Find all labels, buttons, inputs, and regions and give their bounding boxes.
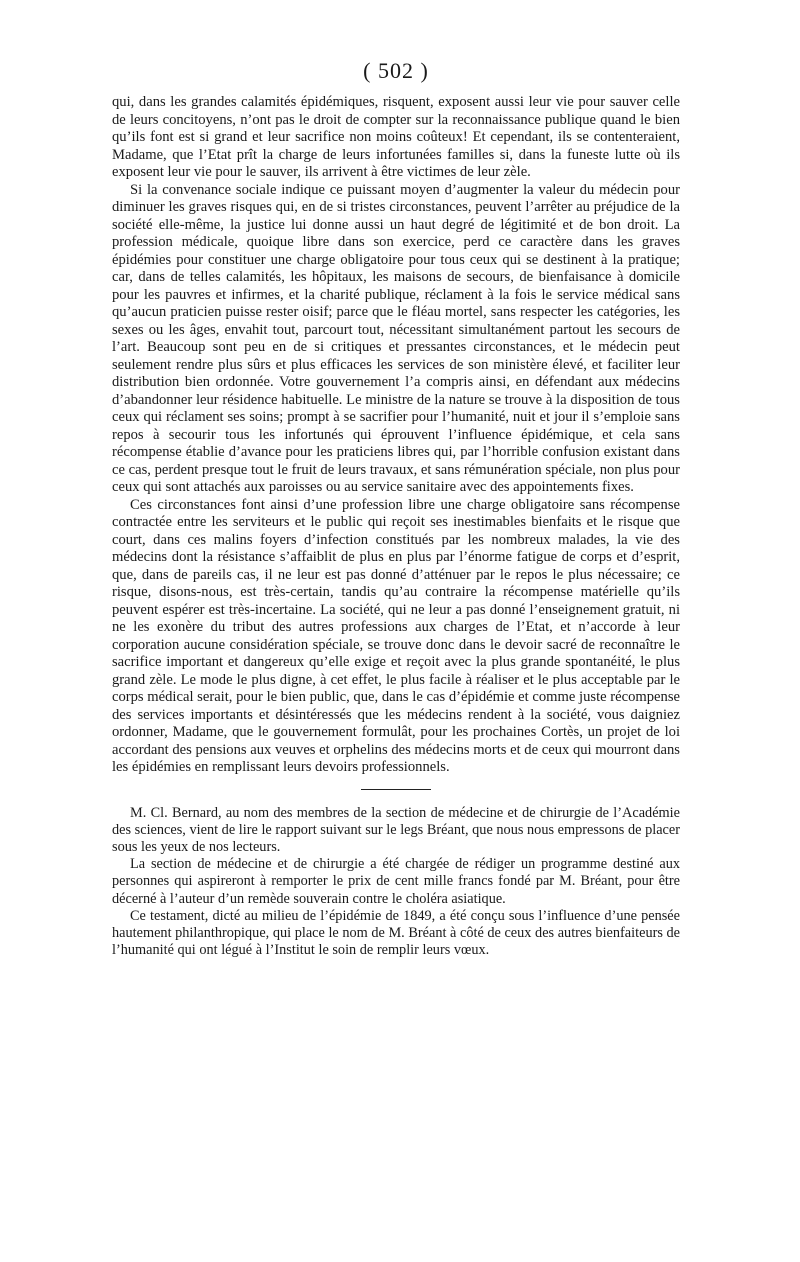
body-paragraph-3: Ces circonstances font ainsi d’une profession libre une charge obligatoire sans récompense contractée entre les serviteurs et le public qui reçoit ses inestimables bienfaits et le risque que court, dans ces malins foyers d’infection constitués par les nombreux malades, la vie des médecins dont la résistance s’affaiblit de plus en plus par l’énorme fatigue de corps et d’esprit, que, dans de pareils cas, il ne leur est pas donné d’atténuer par le repos le plus nécessaire; ce risque, disons-nous, est très-certain, tandis qu’au contraire la récompense matérielle qu’ils peuvent espérer est très-incertaine. La société, qui ne leur a pas donné l’enseignement gratuit, ni ne les exonère du tribut des autres professions aux charges de l’Etat, et n’accorde à leur corporation aucune considération spéciale, se trouve donc dans le devoir sacré de reconnaître le sacrifice important et dangereux qu’elle exige et reçoit avec la plus grande spontanéité, le plus grand zèle. Le mode le plus digne, à cet effet, le plus facile à réaliser et le plus acceptable par le corps médical serait, pour le bien public, que, dans le cas d’épidémie et comme juste récompense des services importants et désintéressés que les médecins rendent à la société, vous daigniez ordonner, Madame, que le gouvernement formulât, pour les prochaines Cortès, un projet de loi accordant des pensions aux veuves et orphelins des médecins morts et de ceux qui mourront dans les épidémies en remplissant leurs devoirs professionnels. — [112, 496, 680, 775]
body-paragraph-2: Si la convenance sociale indique ce puissant moyen d’augmenter la valeur du médecin pour diminuer les graves risques qui, en de si tristes circonstances, peuvent l’arrêter au préjudice de la société elle-même, la justice lui donne aussi un haut degré de légitimité et de bon droit. La profession médicale, quoique libre dans son exercice, perd ce caractère dans les graves épidémies pour constituer une charge obligatoire pour tous ceux qui se destinent à la pratique; car, dans de telles calamités, les hôpitaux, les maisons de secours, de bienfaisance à domicile pour les pauvres et infirmes, et la charité publique, réclament à la fois le service médical sans qu’aucun praticien puisse rester oisif; parce que le fléau mortel, sans respecter les catégories, les sexes ou les âges, envahit tout, parcourt tout, nécessitant simultanément partout les secours de l’art. Beaucoup sont peu en de si critiques et pressantes circonstances, et le médecin peut seulement rendre plus sûrs et plus efficaces les services de son ministère élevé, et faciliter leur distribution bien ordonnée. Votre gouvernement l’a compris ainsi, en défendant aux médecins d’abandonner leur résidence habituelle. Le ministre de la nature se trouve à la disposition de tous ceux qui réclament ses soins; prompt à se sacrifier pour l’humanité, nuit et jour il s’emploie sans repos à secourir tous les infortunés qui éprouvent l’influence épidémique, et cela sans récompense établie d’avance pour les praticiens libres qui, par l’horrible confusion existant dans ce cas, perdent presque tout le fruit de leurs travaux, et sans rémunération spéciale, non plus pour ceux qui sont attachés aux paroisses ou au service sanitaire avec des appointements fixes. — [112, 181, 680, 495]
report-paragraph-1: M. Cl. Bernard, au nom des membres de la section de médecine et de chirurgie de l’Académie des sciences, vient de lire le rapport suivant sur le legs Bréant, que nous nous empressons de placer sous les yeux de nos lecteurs. — [112, 804, 680, 855]
page-number: ( 502 ) — [363, 58, 429, 83]
document-page — [112, 58, 680, 959]
section-divider — [361, 789, 431, 790]
report-paragraph-3: Ce testament, dicté au milieu de l’épidémie de 1849, a été conçu sous l’influence d’une pensée hautement philanthropique, qui place le nom de M. Bréant à côté de ceux des autres bienfaiteurs de l’humanité qui ont légué à l’Institut le soin de remplir leurs vœux. — [112, 907, 680, 959]
report-paragraph-2: La section de médecine et de chirurgie a été chargée de rédiger un programme destiné aux personnes qui aspireront à remporter le prix de cent mille francs fondé par M. Bréant, pour être décerné à l’auteur d’un remède souverain contre le choléra asiatique. — [112, 856, 680, 907]
body-paragraph-1: qui, dans les grandes calamités épidémiques, risquent, exposent aussi leur vie pour sauver celle de leurs concitoyens, n’ont pas le droit de compter sur la reconnaissance publique quand le bien qu’ils font est si grand et leur sacrifice non moins coûteux! Et cependant, ils se contenteraient, Madame, que l’Etat prît la charge de leurs infortunées familles si, dans la funeste lutte où ils exposent leur vie pour le sauver, ils arrivent à être victimes de leur zèle. — [112, 94, 680, 180]
